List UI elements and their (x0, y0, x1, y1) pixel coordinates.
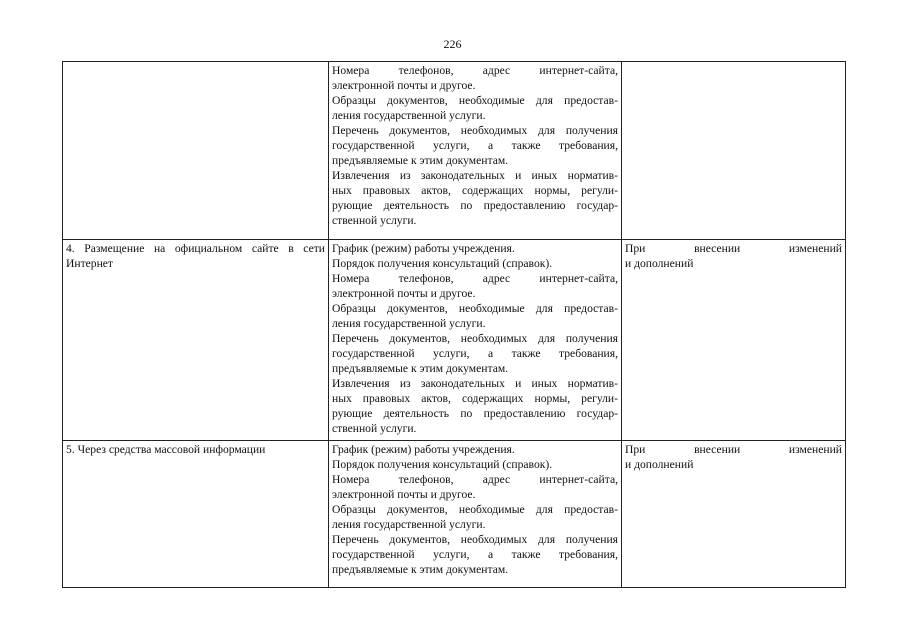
content-line: государственной услуги, а также требования, (332, 139, 618, 152)
method-text: 4. Размещение на официальном сайте в сети Интернет (66, 242, 325, 270)
content-line: электронной почты и другое. (332, 287, 476, 300)
content-line: Перечень документов, необходимых для получения (332, 124, 618, 137)
content-line: Перечень документов, необходимых для получения (332, 533, 618, 546)
content-line: рующие деятельность по предоставлению государ- (332, 199, 618, 212)
update-frequency-line: и дополнений (625, 458, 694, 471)
content-line: Порядок получения консультаций (справок). (332, 257, 553, 270)
content-line: ных правовых актов, содержащих нормы, регули- (332, 392, 618, 405)
content-line: График (режим) работы учреждения. (332, 443, 515, 456)
content-line: ления государственной услуги. (332, 518, 486, 531)
table-row (63, 62, 846, 240)
table-body (63, 62, 846, 588)
content-line: ных правовых актов, содержащих нормы, регули- (332, 184, 618, 197)
table-row (63, 441, 846, 588)
content-line: График (режим) работы учреждения. (332, 242, 515, 255)
method-cell (63, 240, 329, 441)
content-line: Номера телефонов, адрес интернет-сайта, (332, 473, 618, 486)
content-line: Перечень документов, необходимых для получения (332, 332, 618, 345)
content-cell (329, 441, 622, 588)
content-cell (329, 62, 622, 240)
content-line: государственной услуги, а также требования, (332, 347, 618, 360)
content-line: предъявляемые к этим документам. (332, 362, 509, 375)
content-line: предъявляемые к этим документам. (332, 154, 509, 167)
content-line: ственной услуги. (332, 214, 417, 227)
content-line: Образцы документов, необходимые для предостав- (332, 503, 618, 516)
update-frequency-cell (622, 441, 846, 588)
method-text: 5. Через средства массовой информации (66, 443, 266, 456)
content-line: ления государственной услуги. (332, 109, 486, 122)
content-line: Номера телефонов, адрес интернет-сайта, (332, 272, 618, 285)
content-line: ственной услуги. (332, 422, 417, 435)
content-line: Порядок получения консультаций (справок). (332, 458, 553, 471)
method-cell (63, 62, 329, 240)
content-line: Образцы документов, необходимые для предостав- (332, 94, 618, 107)
content-line: электронной почты и другое. (332, 79, 476, 92)
update-frequency-cell (622, 240, 846, 441)
method-cell (63, 441, 329, 588)
update-frequency-line: и дополнений (625, 257, 694, 270)
content-line: Образцы документов, необходимые для предостав- (332, 302, 618, 315)
content-line: Извлечения из законодательных и иных норматив- (332, 169, 618, 182)
content-cell (329, 240, 622, 441)
update-frequency-line: При внесении изменений (625, 443, 842, 456)
table-row (63, 240, 846, 441)
information-methods-table (62, 61, 846, 588)
content-line: ления государственной услуги. (332, 317, 486, 330)
update-frequency-cell (622, 62, 846, 240)
content-line: государственной услуги, а также требования, (332, 548, 618, 561)
content-line: электронной почты и другое. (332, 488, 476, 501)
content-line: рующие деятельность по предоставлению государ- (332, 407, 618, 420)
content-line: предъявляемые к этим документам. (332, 563, 509, 576)
content-line: Номера телефонов, адрес интернет-сайта, (332, 64, 618, 77)
update-frequency-line: При внесении изменений (625, 242, 842, 255)
page-number: 226 (443, 37, 462, 51)
content-line: Извлечения из законодательных и иных норматив- (332, 377, 618, 390)
